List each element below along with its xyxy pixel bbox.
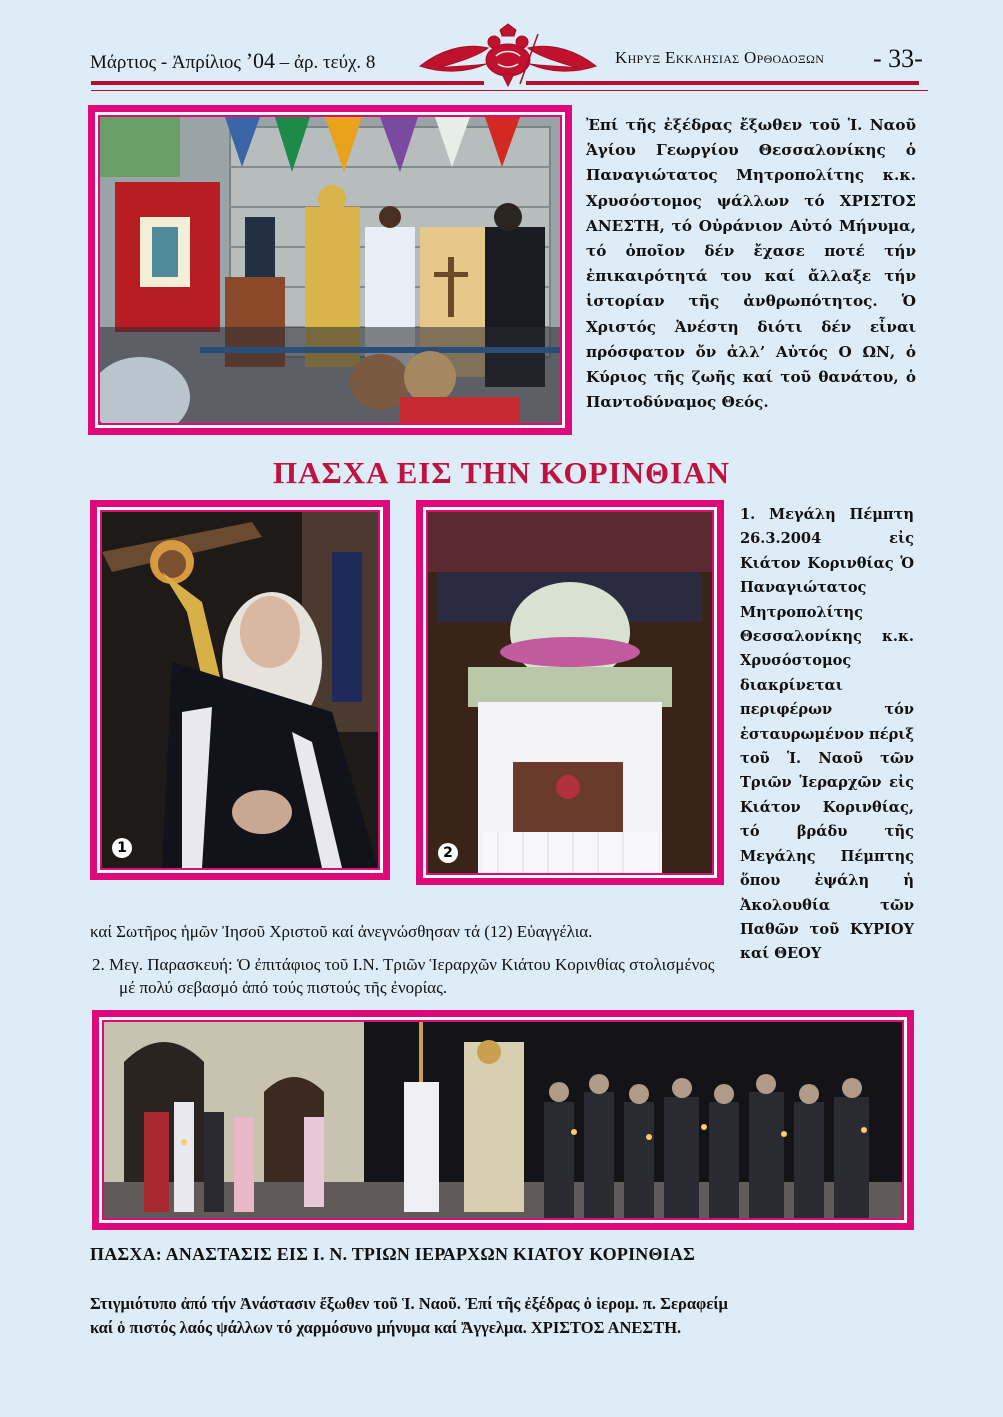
bottom-caption-title: ΠΑΣΧΑ: ΑΝΑΣΤΑΣΙΣ ΕΙΣ Ι. Ν. ΤΡΙΩΝ ΙΕΡΑΡΧΩΝ ΚΙΑΤΟΥ ΚΟΡΙΝΘΙΑΣ xyxy=(90,1244,696,1264)
bottom-caption-text xyxy=(90,1292,728,1339)
issue-year: ’04 xyxy=(245,48,276,73)
photo-frame-top xyxy=(88,105,572,435)
caption-1-continuation: καί Σωτῆρος ἡμῶν Ἰησοῦ Χριστοῦ καί ἀνεγνώσθησαν τά (12) Εὐαγγέλια. xyxy=(90,922,593,941)
double-headed-eagle-logo xyxy=(408,22,608,88)
photo-frame-2 xyxy=(416,500,724,885)
caption-2-line-2: μέ πολύ σεβασμό ἀπό τούς πιστούς τῆς ἐνορίας. xyxy=(119,978,448,997)
caption-2-line-1: 2. Μεγ. Παρασκευή: Ὁ ἐπιτάφιος τοῦ Ι.Ν. Τριῶν Ἱεραρχῶν Κιάτου Κορινθίας στολισμένος xyxy=(92,955,715,974)
photo-metropolitan-cross xyxy=(102,512,378,868)
issue-date xyxy=(90,48,375,74)
header-rule-thin xyxy=(91,90,928,91)
issue-number: – ἀρ. τεύχ. 8 xyxy=(279,52,376,73)
photo-frame-1 xyxy=(90,500,390,880)
photo-resurrection-crowd xyxy=(104,1022,902,1218)
page-number: - 33- xyxy=(873,44,923,73)
journal-title: Κηρυξ Εκκλησιας Ορθοδοξων xyxy=(615,48,825,67)
issue-months: Μάρτιος - Ἀπρίλιος xyxy=(90,52,241,73)
bottom-caption-line-2: καί ὁ πιστός λαός ψάλλων τό χαρμόσυνο μήνυμα καί Ἄγγελμα. ΧΡΙΣΤΟΣ ΑΝΕΣΤΗ. xyxy=(90,1317,682,1337)
photo-metropolitan-balcony xyxy=(100,117,560,423)
section-title: ΠΑΣΧΑ ΕΙΣ ΤΗΝ ΚΟΡΙΝΘΙΑΝ xyxy=(273,455,730,490)
caption-1-text: 1. Μεγάλη Πέμπτη 26.3.2004 εἰς Κιάτον Κορινθίας Ὁ Παναγιώτατος Μητροπολίτης Θεσσαλονίκης κ.κ. Χρυσόστομος διακρίνεται περιφέρων τόν ἐσταυρωμένον πέριξ τοῦ Ἱ. Ναοῦ τῶν Τριῶν Ἱεραρχῶν εἰς Κιάτον Κορινθίας, τό βράδυ τῆς Μεγάλης Πέμπτης ὅπου ἐψάλη ἡ Ἀκολουθία τῶν Παθῶν τοῦ ΚΥΡΙΟΥ καί ΘΕΟΥ xyxy=(740,506,914,963)
photo-badge-1: 1 xyxy=(112,838,132,858)
photo-badge-2: 2 xyxy=(438,843,458,863)
top-article-text: Ἐπί τῆς ἐξέδρας ἔξωθεν τοῦ Ἱ. Ναοῦ Ἁγίου Γεωργίου Θεσσαλονίκης ὁ Παναγιώτατος Μητροπολίτης κ.κ. Χρυσόστομος ψάλλων τό ΧΡΙΣΤΟΣ ΑΝΕΣΤΗ, τό Οὐράνιον Αὐτό Μήνυμα, τό ὁποῖον δέν ἔχασε ποτέ τήν ἐπικαιρότητά του καί ἄλλαξε τήν ἱστορίαν τῆς ἀνθρωπότητος. Ὁ Χριστός Ἀνέστη διότι δέν εἶναι πρόσφατον ὄν ἀλλ’ Αὐτός Ο ΩΝ, ὁ Κύριος τῆς ζωῆς καί τοῦ θανάτου, ὁ Παντοδύναμος Θεός. xyxy=(586,116,916,412)
photo-frame-bottom xyxy=(92,1010,914,1230)
bottom-caption-line-1: Στιγμιότυπο ἀπό τήν Ἀνάστασιν ἔξωθεν τοῦ Ἱ. Ναοῦ. Ἐπί τῆς ἐξέδρας ὁ ἱερομ. π. Σεραφείμ xyxy=(90,1294,728,1313)
photo-epitaphios xyxy=(428,512,712,873)
